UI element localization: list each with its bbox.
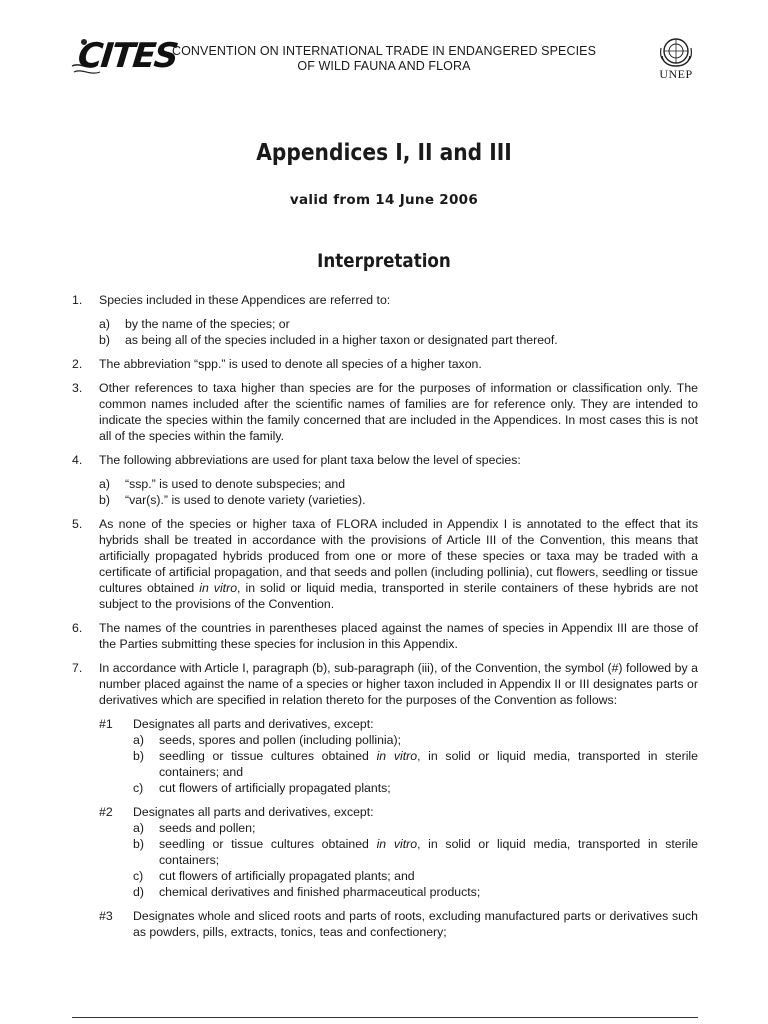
sub-text: seedling or tissue cultures obtained	[159, 749, 377, 763]
item-text: The names of the countries in parentheses placed against the names of species in Appendix III are those of the Parties submitting these species for inclusion in this Appendix.	[99, 621, 698, 651]
sub-label: a)	[133, 821, 144, 835]
sub-list	[99, 316, 698, 348]
sub-text: “ssp.” is used to denote subspecies; and	[125, 477, 346, 491]
annotation-sub-item	[133, 748, 698, 780]
sub-label: a)	[133, 733, 144, 747]
sub-label: c)	[133, 781, 144, 795]
list-item	[72, 380, 698, 444]
item-text: Species included in these Appendices are referred to:	[99, 293, 391, 307]
annotation-sub-item	[133, 868, 698, 884]
header-line-1: CONVENTION ON INTERNATIONAL TRADE IN ENDANGERED SPECIES	[171, 44, 597, 58]
sub-text: seeds and pollen;	[159, 821, 256, 835]
bottom-divider	[72, 1017, 698, 1018]
sub-list	[99, 476, 698, 508]
sub-text: , in solid or liquid media, transported in sterile containers; and	[159, 749, 699, 779]
annotation-item	[99, 908, 698, 940]
item-number: 1.	[72, 293, 83, 307]
annotation-sub-item	[133, 820, 698, 836]
annotation-sub-item	[133, 732, 698, 748]
sub-item	[99, 316, 698, 332]
sub-label: d)	[133, 885, 144, 899]
item-text	[99, 516, 698, 612]
cites-logo-text: CITES	[75, 36, 179, 76]
list-item	[72, 620, 698, 652]
sub-label: b)	[133, 837, 144, 851]
sub-label: a)	[99, 477, 110, 491]
item-text-italic: in vitro	[199, 581, 238, 595]
sub-item	[99, 476, 698, 492]
item-number: 7.	[72, 661, 83, 675]
sub-label: a)	[99, 317, 110, 331]
page-title: Appendices I, II and III	[256, 140, 512, 166]
convention-header	[150, 44, 618, 74]
sub-text-italic: in vitro	[376, 749, 418, 763]
annotation-text: Designates all parts and derivatives, except:	[133, 717, 374, 731]
item-number: 5.	[72, 517, 83, 531]
item-text-part: As none of the species or higher taxa of FLORA included in Appendix I is annotated to the effect that its hybrids shall be treated in accordance with the provisions of Article III of the Convention, this means that artificially propagated hybrids produced from one or more of these species or taxa may be traded with a certificate of artificial propagation, and that seeds and pollen (including pollinia), cut flowers, seedling or tissue cultures obtained	[99, 517, 698, 595]
sub-item	[99, 492, 698, 508]
un-emblem-icon	[651, 36, 701, 68]
annotation-item	[99, 804, 698, 900]
item-number: 4.	[72, 453, 83, 467]
sub-label: b)	[99, 333, 110, 347]
cites-logo	[70, 36, 179, 80]
sub-text: as being all of the species included in a higher taxon or designated part thereof.	[125, 333, 558, 347]
annotation-sub-item	[133, 780, 698, 796]
sub-text: chemical derivatives and finished pharmaceutical products;	[159, 885, 481, 899]
sub-text: cut flowers of artificially propagated plants;	[159, 781, 391, 795]
list-item	[72, 452, 698, 508]
sub-text: seeds, spores and pollen (including pollinia);	[159, 733, 401, 747]
valid-date: valid from 14 June 2006	[289, 192, 479, 208]
item-number: 3.	[72, 381, 83, 395]
section-heading: Interpretation	[317, 250, 451, 272]
item-text: Other references to taxa higher than species are for the purposes of information or classification only. The common names included after the scientific names of families are for reference only. They are intended to indicate the species within the family concerned that are included in the Appendices. In most cases this is not all of the species within the family.	[99, 381, 698, 443]
unep-logo-text: UNEP	[659, 67, 693, 81]
annotation-label: #2	[99, 805, 113, 819]
sub-item	[99, 332, 698, 348]
item-number: 2.	[72, 357, 83, 371]
item-text: The abbreviation “spp.” is used to denote all species of a higher taxon.	[99, 357, 482, 371]
list-item	[72, 660, 698, 940]
sub-label: b)	[99, 493, 110, 507]
annotation-text: Designates whole and sliced roots and parts of roots, excluding manufactured parts or derivatives such as powders, pills, extracts, tonics, teas and confectionery;	[133, 909, 698, 939]
sub-text: , in solid or liquid media, transported in sterile containers;	[159, 837, 699, 867]
unep-logo	[651, 36, 701, 80]
sub-text: cut flowers of artificially propagated plants; and	[159, 869, 415, 883]
list-item	[72, 356, 698, 372]
list-item	[72, 516, 698, 612]
sub-label: b)	[133, 749, 144, 763]
annotation-label: #3	[99, 909, 113, 923]
item-text: In accordance with Article I, paragraph (b), sub-paragraph (iii), of the Convention, the symbol (#) followed by a number placed against the name of a species or higher taxon included in Appendix II or III designates parts or derivatives which are specified in relation thereto for the purposes of the Convention as follows:	[99, 661, 698, 707]
sub-label: c)	[133, 869, 144, 883]
item-text-part: , in solid or liquid media, transported in sterile containers of these hybrids are not subject to the provisions of the Convention.	[99, 581, 699, 611]
sub-text: by the name of the species; or	[125, 317, 290, 331]
annotation-sub-item	[133, 884, 698, 900]
header-line-2: OF WILD FAUNA AND FLORA	[297, 59, 471, 73]
annotation-sub-item	[133, 836, 698, 868]
list-item	[72, 292, 698, 348]
sub-text: “var(s).” is used to denote variety (varieties).	[125, 493, 366, 507]
sub-text-italic: in vitro	[376, 837, 418, 851]
annotation-item	[99, 716, 698, 796]
annotation-label: #1	[99, 717, 113, 731]
item-text: The following abbreviations are used for plant taxa below the level of species:	[99, 453, 521, 467]
sub-text: seedling or tissue cultures obtained	[159, 837, 377, 851]
interpretation-list	[72, 292, 698, 948]
annotation-text: Designates all parts and derivatives, except:	[133, 805, 374, 819]
item-number: 6.	[72, 621, 83, 635]
